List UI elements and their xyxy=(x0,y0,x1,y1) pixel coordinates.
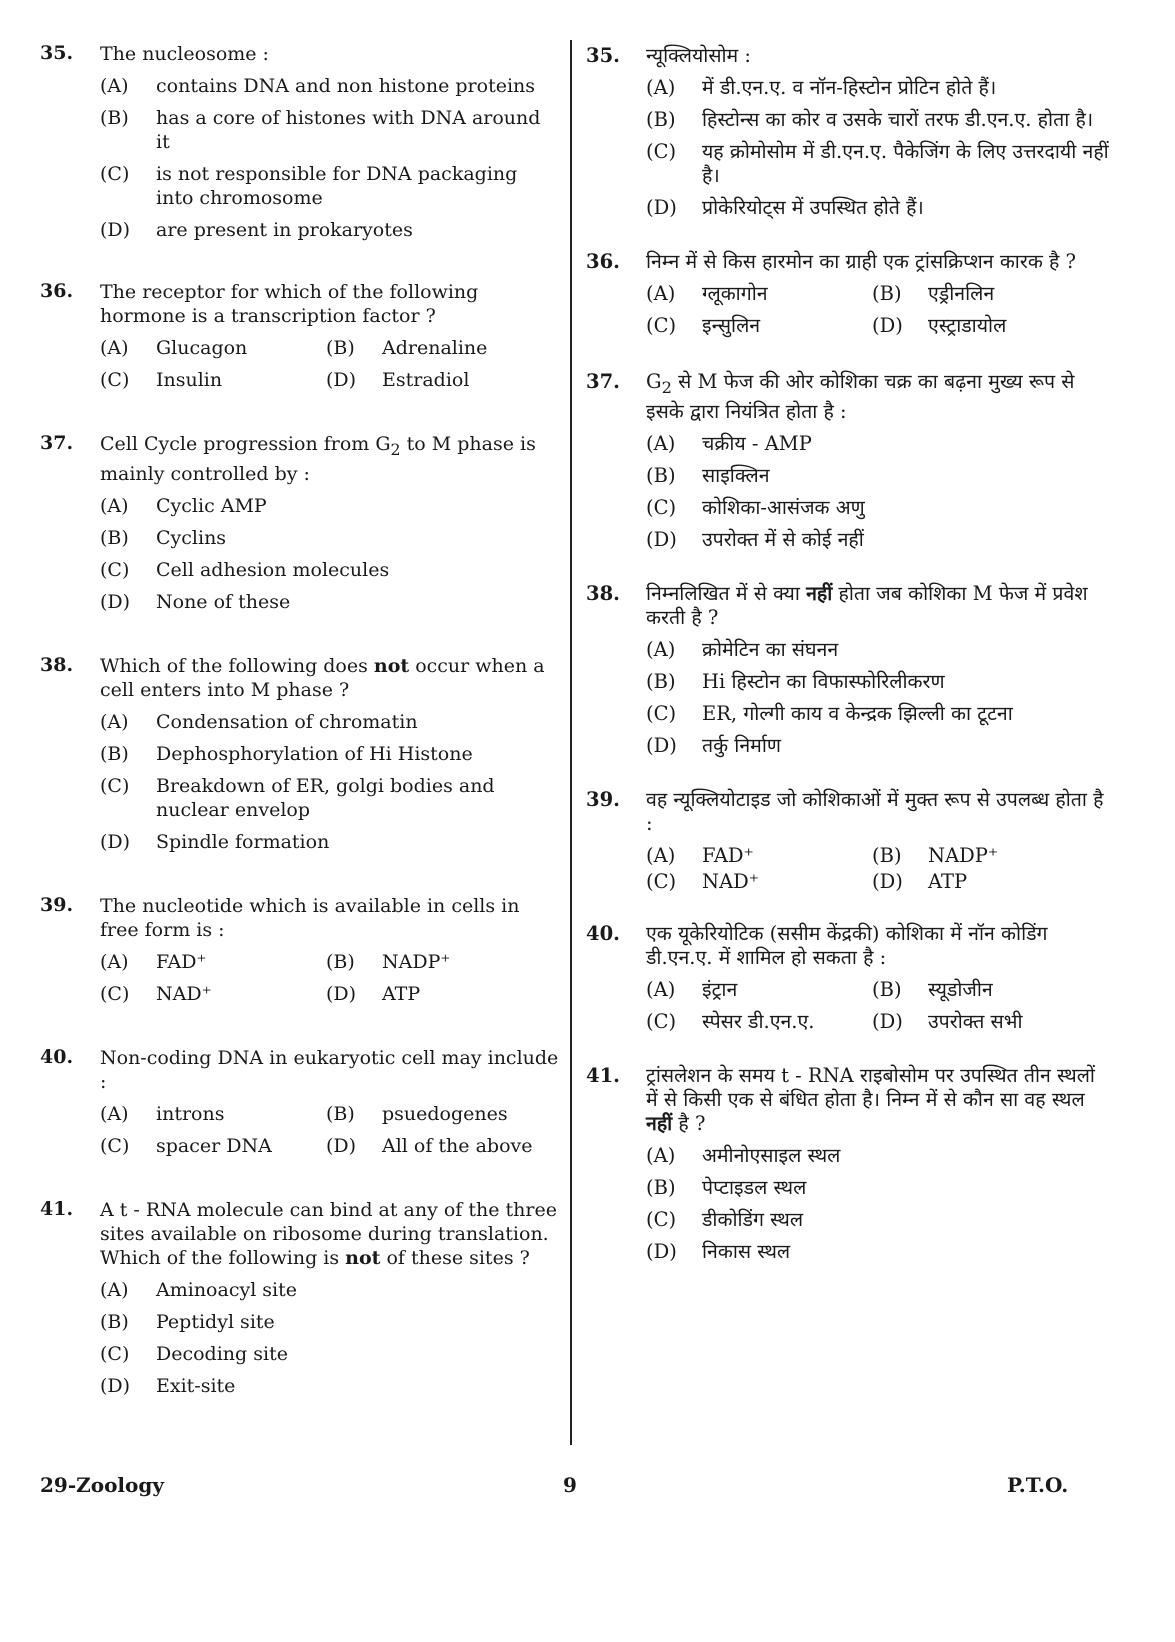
option-text: All of the above xyxy=(382,1134,533,1157)
stem-subscript: 2 xyxy=(390,439,401,459)
option-text: None of these xyxy=(156,590,291,613)
question-body xyxy=(100,432,560,614)
option-label: (D) xyxy=(646,527,677,551)
option-text: एड्रीनलिन xyxy=(928,282,995,305)
option-text: NAD⁺ xyxy=(156,982,212,1005)
option xyxy=(100,74,560,98)
option-text: ER, गोल्गी काय व केन्द्रक झिल्ली का टूटना xyxy=(702,701,1013,725)
option xyxy=(100,106,560,154)
option-text: यह क्रोमोसोम में डी.एन.ए. पैकेजिंग के लिए उत्तरदायी नहीं है। xyxy=(702,140,1109,187)
option-label: (A) xyxy=(646,977,676,1001)
option-label: (D) xyxy=(872,1009,903,1033)
question-number: 38. xyxy=(586,581,620,605)
option xyxy=(100,1310,560,1334)
question-stem xyxy=(646,582,1111,630)
option xyxy=(646,464,1111,488)
option-text: हिस्टोन्स का कोर व उसके चारों तरफ डी.एन.ए. होता है। xyxy=(702,108,1094,131)
stem-text: to M phase is mainly controlled by : xyxy=(100,433,536,485)
option-grid xyxy=(646,844,1111,894)
question-body xyxy=(100,1198,560,1398)
stem-text: occur when a cell enters into M phase ? xyxy=(100,654,545,701)
question-stem xyxy=(100,432,560,486)
option-text: ATP xyxy=(382,982,421,1005)
option-label: (B) xyxy=(646,1175,676,1199)
question-35 xyxy=(40,42,560,242)
option-label: (A) xyxy=(100,950,129,973)
footer-subject: 29-Zoology xyxy=(40,1473,164,1497)
option-label: (A) xyxy=(646,76,676,99)
stem-text: A t - RNA molecule can bind at any of the three sites available on ribosome during translation. Which of the following is xyxy=(100,1198,557,1269)
question-number: 37. xyxy=(586,370,620,393)
option-label: (A) xyxy=(100,1102,129,1125)
option-label: (D) xyxy=(100,1374,131,1397)
option-label: (C) xyxy=(646,140,677,163)
stem-text: होता जब कोशिका M फेज में प्रवेश करती है ? xyxy=(646,581,1088,629)
option-label: (C) xyxy=(100,369,130,391)
option-label: (B) xyxy=(872,843,902,867)
question-number: 36. xyxy=(586,250,620,273)
option xyxy=(100,162,560,210)
stem-subscript: 2 xyxy=(661,377,672,397)
option-text: NAD⁺ xyxy=(702,869,760,893)
question-stem: Non-coding DNA in eukaryotic cell may include : xyxy=(100,1046,559,1093)
option xyxy=(100,830,560,854)
option-label: (C) xyxy=(100,982,130,1005)
option-label: (C) xyxy=(646,314,677,337)
option-label: (B) xyxy=(326,950,355,973)
question-number: 41. xyxy=(586,1063,620,1087)
option-label: (D) xyxy=(326,369,357,391)
option xyxy=(646,1240,1111,1264)
stem-text: Which of the following does xyxy=(100,654,374,677)
option-text: निकास स्थल xyxy=(702,1239,791,1263)
option-text: Peptidyl site xyxy=(156,1310,275,1333)
option-label: (B) xyxy=(646,108,676,131)
question-body xyxy=(646,582,1111,758)
option xyxy=(646,1144,1111,1168)
question-number: 35. xyxy=(40,42,74,64)
option-text: Insulin xyxy=(156,369,223,391)
option-text: NADP⁺ xyxy=(382,950,451,973)
stem-text: Cell Cycle progression from G xyxy=(100,433,391,455)
option-label: (C) xyxy=(646,701,677,725)
option-label: (C) xyxy=(100,558,130,581)
question-number: 39. xyxy=(586,787,620,811)
option-label: (B) xyxy=(100,107,129,129)
column-divider xyxy=(570,40,572,1445)
option-text: contains DNA and non histone proteins xyxy=(156,75,536,97)
option-text: FAD⁺ xyxy=(702,843,754,867)
option-text: has a core of histones with DNA around it xyxy=(156,107,541,153)
option-text: डीकोडिंग स्थल xyxy=(702,1207,804,1231)
option-label: (C) xyxy=(100,163,130,185)
option xyxy=(100,494,560,518)
option xyxy=(100,590,560,614)
question-number: 40. xyxy=(586,921,620,945)
question-38 xyxy=(40,654,560,854)
question-40 xyxy=(586,922,1111,1034)
option xyxy=(646,76,1111,100)
option xyxy=(646,670,1111,694)
option-text: Condensation of chromatin xyxy=(156,710,418,733)
question-stem: The nucleosome : xyxy=(100,43,269,65)
question-stem xyxy=(100,1198,560,1270)
option xyxy=(100,1374,560,1398)
option-text: Adrenaline xyxy=(382,337,488,359)
option-text: Decoding site xyxy=(156,1342,288,1365)
option-label: (A) xyxy=(100,494,129,517)
option-text: स्यूडोजीन xyxy=(928,977,993,1001)
option-label: (D) xyxy=(646,1239,677,1263)
option xyxy=(646,196,1111,220)
stem-text: G xyxy=(646,370,662,393)
option-label: (B) xyxy=(872,282,902,305)
stem-emphasis: नहीं xyxy=(806,581,833,605)
option-label: (C) xyxy=(100,774,130,797)
option xyxy=(646,432,1111,456)
question-body xyxy=(100,1046,560,1158)
option-label: (B) xyxy=(100,1310,129,1333)
option-label: (D) xyxy=(646,196,677,219)
option xyxy=(646,108,1111,132)
option-text: Cyclic AMP xyxy=(156,494,267,517)
option-label: (B) xyxy=(100,742,129,765)
stem-emphasis: नहीं xyxy=(646,1111,673,1135)
question-stem: The receptor for which of the following hormone is a transcription factor ? xyxy=(100,281,479,327)
option-text: introns xyxy=(156,1102,225,1125)
option-label: (D) xyxy=(100,830,131,853)
option-label: (D) xyxy=(872,869,903,893)
stem-text: of these sites ? xyxy=(380,1246,530,1269)
option xyxy=(100,710,560,734)
option xyxy=(100,218,560,242)
option-text: अमीनोएसाइल स्थल xyxy=(702,1143,841,1167)
option-label: (B) xyxy=(100,526,129,549)
option-text: is not responsible for DNA packaging into chromosome xyxy=(156,163,518,209)
option-text: are present in prokaryotes xyxy=(156,219,413,241)
option-text: Dephosphorylation of Hi Histone xyxy=(156,742,473,765)
question-body xyxy=(646,788,1111,894)
question-number: 39. xyxy=(40,893,74,916)
option-label: (A) xyxy=(646,637,676,661)
question-stem xyxy=(646,1064,1111,1136)
question-36 xyxy=(586,250,1111,338)
option xyxy=(646,638,1111,662)
option-label: (C) xyxy=(100,1134,130,1157)
option-text: स्पेसर डी.एन.ए. xyxy=(702,1009,815,1033)
option xyxy=(646,528,1111,552)
option-label: (C) xyxy=(646,1207,677,1231)
option-grid xyxy=(646,282,1111,338)
question-body xyxy=(646,1064,1111,1264)
option-text: साइक्लिन xyxy=(702,463,770,487)
question-body xyxy=(100,42,560,242)
option-text: प्रोकेरियोट्स में उपस्थित होते हैं। xyxy=(702,196,924,219)
option-text: क्रोमेटिन का संघनन xyxy=(702,637,839,661)
option xyxy=(100,774,560,822)
option xyxy=(100,1278,560,1302)
option-label: (C) xyxy=(646,869,677,893)
question-body xyxy=(100,280,560,392)
option xyxy=(100,526,560,550)
question-number: 35. xyxy=(586,44,620,67)
option xyxy=(646,496,1111,520)
option xyxy=(646,1176,1111,1200)
option-label: (D) xyxy=(100,219,131,241)
option-text: Hi हिस्टोन का विफास्फोरिलीकरण xyxy=(702,669,945,693)
option-label: (B) xyxy=(326,1102,355,1125)
option-label: (C) xyxy=(100,1342,130,1365)
question-stem: न्यूक्लियोसोम : xyxy=(646,44,751,67)
question-body xyxy=(646,922,1111,1034)
question-number: 38. xyxy=(40,653,74,676)
question-stem: एक यूकेरियोटिक (ससीम केंद्रकी) कोशिका में नॉन कोडिंग डी.एन.ए. में शामिल हो सकता है : xyxy=(646,921,1048,969)
question-37 xyxy=(586,370,1111,552)
option-label: (C) xyxy=(646,1009,677,1033)
option-text: उपरोक्त सभी xyxy=(928,1009,1023,1033)
question-41 xyxy=(40,1198,560,1398)
option-grid xyxy=(100,950,560,1006)
option-label: (A) xyxy=(100,75,129,97)
footer-page-number: 9 xyxy=(563,1473,577,1497)
question-number: 40. xyxy=(40,1045,74,1068)
stem-emphasis: not xyxy=(345,1246,381,1269)
option-label: (D) xyxy=(326,1134,357,1157)
option-text: तर्कु निर्माण xyxy=(702,733,781,757)
question-35 xyxy=(586,44,1111,220)
question-body xyxy=(646,370,1111,552)
footer-pto: P.T.O. xyxy=(1007,1473,1069,1497)
question-39 xyxy=(40,894,560,1006)
hindi-column xyxy=(586,36,1111,1264)
question-number: 37. xyxy=(40,432,74,454)
option-text: ATP xyxy=(928,869,968,893)
option-text: एस्ट्राडायोल xyxy=(928,314,1007,337)
stem-text: है ? xyxy=(672,1111,706,1135)
stem-text: निम्नलिखित में से क्या xyxy=(646,581,807,605)
question-stem xyxy=(100,654,560,702)
option xyxy=(100,742,560,766)
option-label: (C) xyxy=(646,495,677,519)
english-column xyxy=(40,36,560,1398)
question-38 xyxy=(586,582,1111,758)
question-stem xyxy=(646,370,1111,424)
option-grid xyxy=(100,336,560,392)
option-label: (A) xyxy=(646,843,676,867)
stem-text: ट्रांसलेशन के समय t - RNA राइबोसोम पर उपस्थित तीन स्थलों में से किसी एक से बंधित होता है। निम्न में से कौन सा वह स्थल xyxy=(646,1063,1095,1111)
option-label: (A) xyxy=(646,1143,676,1167)
question-37 xyxy=(40,432,560,614)
option-label: (A) xyxy=(100,337,129,359)
option xyxy=(646,734,1111,758)
option xyxy=(100,1342,560,1366)
option-label: (B) xyxy=(872,977,902,1001)
option-text: इंट्रान xyxy=(702,977,738,1001)
question-number: 36. xyxy=(40,280,74,302)
question-40 xyxy=(40,1046,560,1158)
question-body xyxy=(646,44,1111,220)
option-text: ग्लूकागोन xyxy=(702,282,768,305)
question-stem: The nucleotide which is available in cells in free form is : xyxy=(100,894,520,941)
option-text: उपरोक्त में से कोई नहीं xyxy=(702,527,864,551)
option-text: चक्रीय - AMP xyxy=(702,431,812,455)
option-label: (D) xyxy=(100,590,131,613)
option-text: Spindle formation xyxy=(156,830,330,853)
question-body xyxy=(100,894,560,1006)
option-label: (A) xyxy=(100,1278,129,1301)
option xyxy=(646,140,1111,188)
option xyxy=(646,1208,1111,1232)
option-label: (D) xyxy=(646,733,677,757)
question-number: 41. xyxy=(40,1197,74,1220)
option-label: (A) xyxy=(100,710,129,733)
option-text: spacer DNA xyxy=(156,1134,272,1157)
option-label: (B) xyxy=(326,337,355,359)
option-grid xyxy=(646,978,1111,1034)
option xyxy=(646,702,1111,726)
question-stem: वह न्यूक्लियोटाइड जो कोशिकाओं में मुक्त रूप से उपलब्ध होता है : xyxy=(646,787,1104,835)
option-label: (A) xyxy=(646,431,676,455)
option-label: (D) xyxy=(872,314,903,337)
option-label: (B) xyxy=(646,463,676,487)
option-text: Cyclins xyxy=(156,526,227,549)
option-grid xyxy=(100,1102,560,1158)
question-41 xyxy=(586,1064,1111,1264)
option-label: (B) xyxy=(646,669,676,693)
option-text: Aminoacyl site xyxy=(156,1278,298,1301)
option-label: (A) xyxy=(646,282,676,305)
question-body xyxy=(646,250,1111,338)
option-text: NADP⁺ xyxy=(928,843,999,867)
option-text: Cell adhesion molecules xyxy=(156,558,390,581)
option-text: Glucagon xyxy=(156,337,248,359)
option-label: (D) xyxy=(326,982,357,1005)
question-body xyxy=(100,654,560,854)
option-text: पेप्टाइडल स्थल xyxy=(702,1175,807,1199)
stem-text: से M फेज की ओर कोशिका चक्र का बढ़ना मुख्य रूप से इसके द्वारा नियंत्रित होता है : xyxy=(646,370,1075,423)
option-text: Exit-site xyxy=(156,1374,236,1397)
option-text: FAD⁺ xyxy=(156,950,207,973)
option-text: में डी.एन.ए. व नॉन-हिस्टोन प्रोटिन होते हैं। xyxy=(702,76,997,99)
question-39 xyxy=(586,788,1111,894)
option-text: कोशिका-आसंजक अणु xyxy=(702,495,865,519)
question-stem: निम्न में से किस हारमोन का ग्राही एक ट्रांसक्रिप्शन कारक है ? xyxy=(646,250,1077,273)
option xyxy=(100,558,560,582)
option-text: इन्सुलिन xyxy=(702,314,761,337)
option-text: Estradiol xyxy=(382,369,470,391)
stem-emphasis: not xyxy=(373,654,410,677)
question-36 xyxy=(40,280,560,392)
option-text: psuedogenes xyxy=(382,1102,508,1125)
option-text: Breakdown of ER, golgi bodies and nuclear envelop xyxy=(156,774,495,821)
